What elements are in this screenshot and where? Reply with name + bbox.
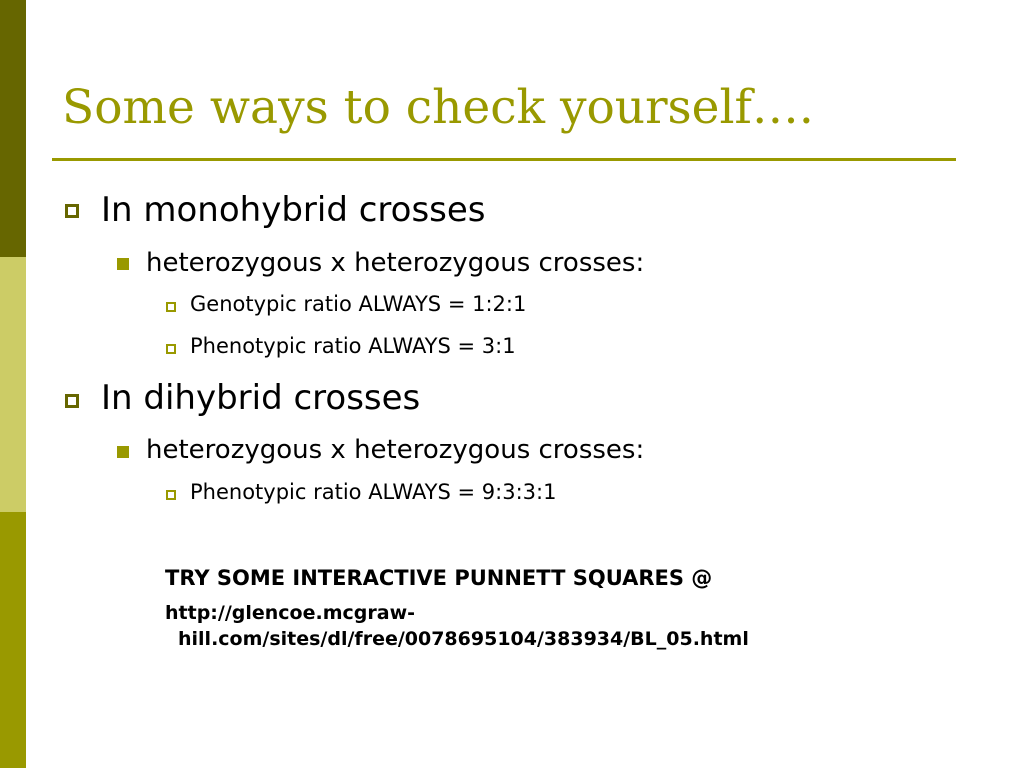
small-hollow-square-icon bbox=[166, 490, 176, 500]
filled-square-icon bbox=[117, 258, 129, 270]
filled-square-icon bbox=[117, 446, 129, 458]
punnett-link-line-1[interactable]: http://glencoe.mcgraw- bbox=[165, 602, 416, 624]
hollow-square-icon bbox=[65, 204, 79, 218]
side-accent-bar-top bbox=[0, 0, 26, 257]
sub-bullet-mono-het-cross: heterozygous x heterozygous crosses: bbox=[146, 248, 645, 278]
side-accent-bar-middle bbox=[0, 257, 26, 512]
punnett-link-line-2[interactable]: hill.com/sites/dl/free/0078695104/383934/BL_05.html bbox=[178, 628, 749, 650]
point-phenotypic-ratio-di: Phenotypic ratio ALWAYS = 9:3:3:1 bbox=[190, 480, 557, 504]
sub-bullet-di-het-cross: heterozygous x heterozygous crosses: bbox=[146, 435, 645, 465]
slide-title: Some ways to check yourself…. bbox=[62, 80, 814, 135]
title-divider bbox=[52, 158, 956, 161]
small-hollow-square-icon bbox=[166, 302, 176, 312]
point-phenotypic-ratio-mono: Phenotypic ratio ALWAYS = 3:1 bbox=[190, 334, 516, 358]
bullet-monohybrid: In monohybrid crosses bbox=[101, 190, 486, 230]
punnett-squares-callout: TRY SOME INTERACTIVE PUNNETT SQUARES @ bbox=[165, 566, 713, 590]
point-genotypic-ratio: Genotypic ratio ALWAYS = 1:2:1 bbox=[190, 292, 527, 316]
hollow-square-icon bbox=[65, 394, 79, 408]
bullet-dihybrid: In dihybrid crosses bbox=[101, 378, 421, 418]
side-accent-bar-bottom bbox=[0, 512, 26, 768]
small-hollow-square-icon bbox=[166, 344, 176, 354]
